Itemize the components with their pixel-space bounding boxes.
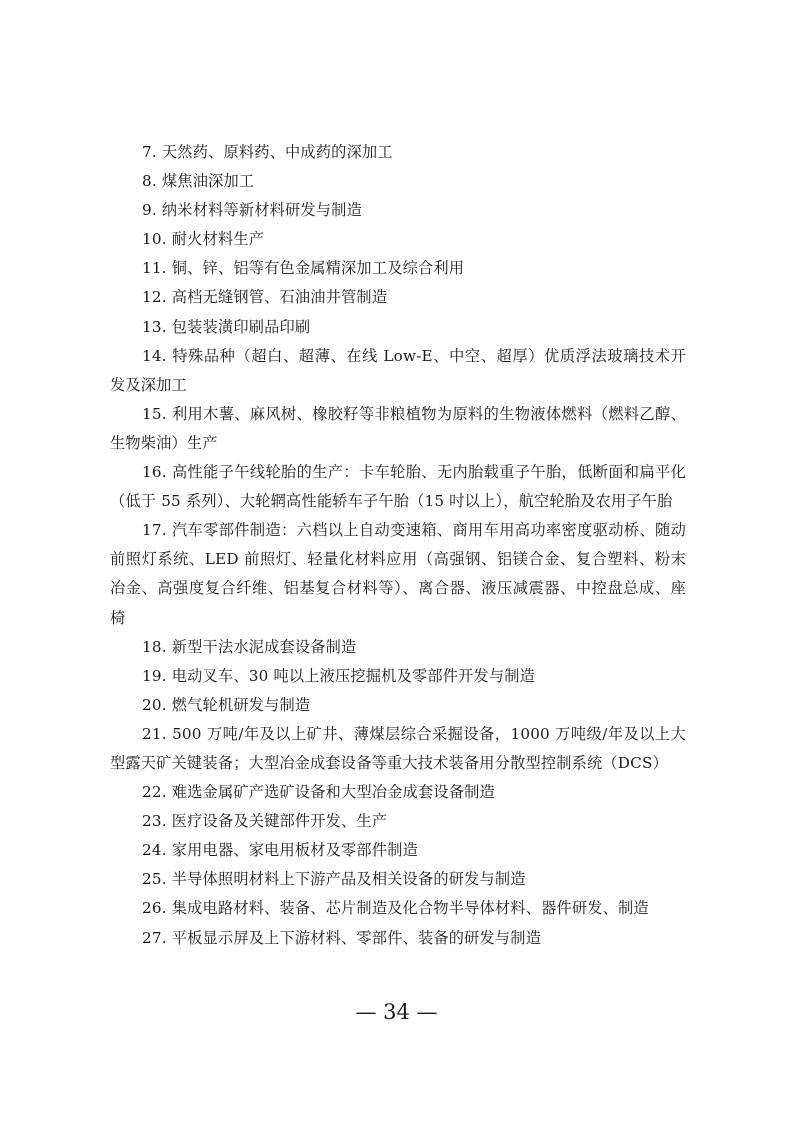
list-item: 18. 新型干法水泥成套设备制造 <box>142 637 357 656</box>
list-item: 8. 煤焦油深加工 <box>142 172 255 191</box>
list-item: 16. 高性能子午线轮胎的生产：卡车轮胎、无内胎载重子午胎，低断面和扁平化（低于 55 系列）、大轮辋高性能轿车子午胎（15 吋以上），航空轮胎及农用子午胎 <box>110 463 686 511</box>
list-item: 19. 电动叉车、30 吨以上液压挖掘机及零部件开发与制造 <box>142 666 536 685</box>
list-item: 25. 半导体照明材料上下游产品及相关设备的研发与制造 <box>142 870 526 889</box>
item-list <box>110 138 686 953</box>
list-item: 14. 特殊品种（超白、超薄、在线 Low-E、中空、超厚）优质浮法玻璃技术开发及深加工 <box>110 346 686 394</box>
page-number: — 34 — <box>355 1000 438 1024</box>
list-item: 12. 高档无缝钢管、石油油井管制造 <box>142 288 388 307</box>
list-item: 27. 平板显示屏及上下游材料、零部件、装备的研发与制造 <box>142 928 542 947</box>
list-item: 13. 包装装潢印刷品印刷 <box>142 317 311 336</box>
list-item: 17. 汽车零部件制造：六档以上自动变速箱、商用车用高功率密度驱动桥、随动前照灯系统、LED 前照灯、轻量化材料应用（高强钢、铝镁合金、复合塑料、粉末冶金、高强度复合纤维、铝基复合材料等）、离合器、液压减震器、中控盘总成、座椅 <box>110 521 686 627</box>
list-item: 24. 家用电器、家电用板材及零部件制造 <box>142 841 418 860</box>
list-item: 15. 利用木薯、麻风树、橡胶籽等非粮植物为原料的生物液体燃料（燃料乙醇、生物柴油）生产 <box>110 404 686 452</box>
list-item: 20. 燃气轮机研发与制造 <box>142 695 311 714</box>
list-item: 7. 天然药、原料药、中成药的深加工 <box>142 143 393 161</box>
list-item: 11. 铜、锌、铝等有色金属精深加工及综合利用 <box>142 259 465 278</box>
list-item: 22. 难选金属矿产选矿设备和大型冶金成套设备制造 <box>142 783 495 802</box>
list-item: 10. 耐火材料生产 <box>142 230 265 249</box>
list-item: 21. 500 万吨/年及以上矿井、薄煤层综合采掘设备，1000 万吨级/年及以上大型露天矿关键装备；大型冶金成套设备等重大技术装备用分散型控制系统（DCS） <box>110 724 686 772</box>
list-item: 26. 集成电路材料、装备、芯片制造及化合物半导体材料、器件研发、制造 <box>142 899 649 918</box>
list-item: 9. 纳米材料等新材料研发与制造 <box>142 201 362 220</box>
list-item: 23. 医疗设备及关键部件开发、生产 <box>142 812 388 831</box>
